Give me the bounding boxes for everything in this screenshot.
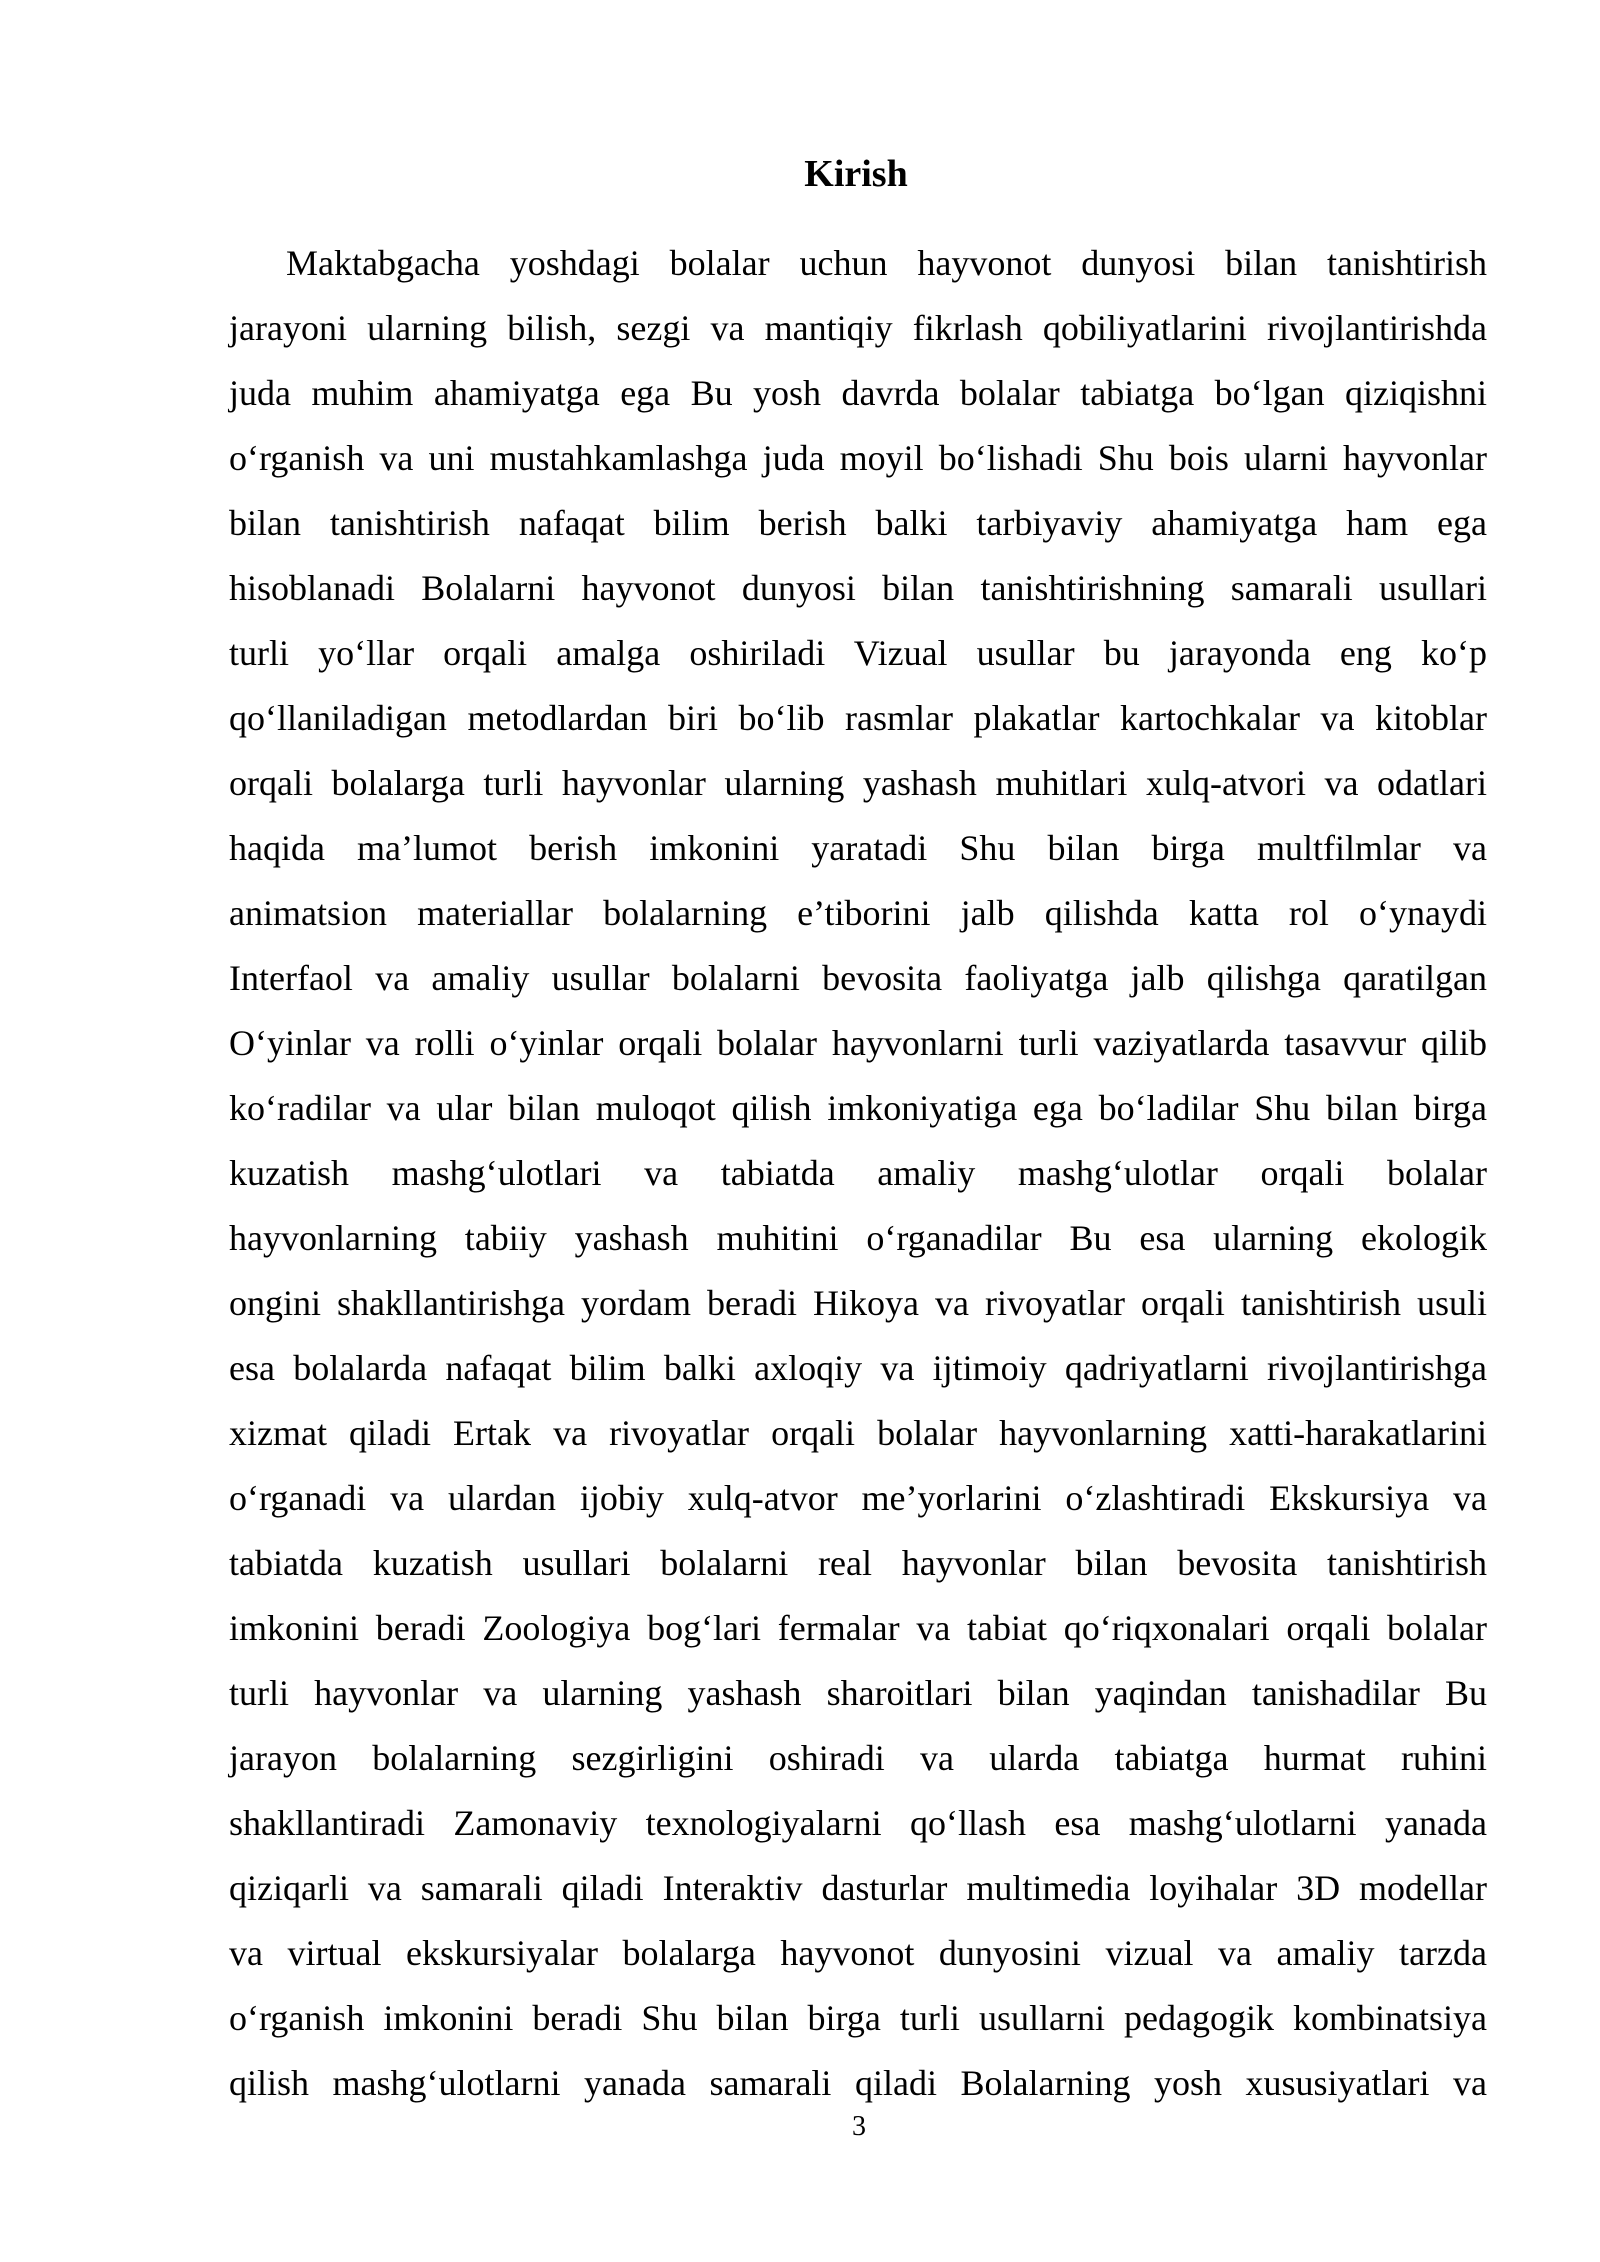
- text-line: bilan tanishtirish nafaqat bilim berish balki tarbiyaviy ahamiyatga ham ega: [229, 503, 1487, 543]
- text-line: esa bolalarda nafaqat bilim balki axloqiy va ijtimoiy qadriyatlarni rivojlantirishga: [229, 1348, 1487, 1388]
- text-line: Interfaol va amaliy usullar bolalarni bevosita faoliyatga jalb qilishga qaratilgan: [229, 958, 1487, 998]
- text-line: jarayon bolalarning sezgirligini oshiradi va ularda tabiatga hurmat ruhini: [229, 1738, 1487, 1778]
- text-line: o‘rganish va uni mustahkamlashga juda moyil bo‘lishadi Shu bois ularni hayvonlar: [229, 438, 1487, 478]
- text-line: ongini shakllantirishga yordam beradi Hikoya va rivoyatlar orqali tanishtirish usuli: [229, 1283, 1487, 1323]
- text-line: jarayoni ularning bilish, sezgi va mantiqiy fikrlash qobiliyatlarini rivojlantirishda: [229, 308, 1487, 348]
- text-line: ko‘radilar va ular bilan muloqot qilish imkoniyatiga ega bo‘ladilar Shu bilan birga: [229, 1088, 1487, 1128]
- body-paragraph: [229, 231, 1487, 2116]
- text-line: haqida ma’lumot berish imkonini yaratadi Shu bilan birga multfilmlar va: [229, 828, 1487, 868]
- text-line: hayvonlarning tabiiy yashash muhitini o‘rganadilar Bu esa ularning ekologik: [229, 1218, 1487, 1258]
- text-line: juda muhim ahamiyatga ega Bu yosh davrda bolalar tabiatga bo‘lgan qiziqishni: [229, 373, 1487, 413]
- text-line: va virtual ekskursiyalar bolalarga hayvonot dunyosini vizual va amaliy tarzda: [229, 1933, 1487, 1973]
- text-line: shakllantiradi Zamonaviy texnologiyalarni qo‘llash esa mashg‘ulotlarni yanada: [229, 1803, 1487, 1843]
- page-number: 3: [852, 2111, 866, 2142]
- text-line: turli yo‘llar orqali amalga oshiriladi Vizual usullar bu jarayonda eng ko‘p: [229, 633, 1487, 673]
- text-line: animatsion materiallar bolalarning e’tiborini jalb qilishda katta rol o‘ynaydi: [229, 893, 1487, 933]
- text-line: qiziqarli va samarali qiladi Interaktiv dasturlar multimedia loyihalar 3D modellar: [229, 1868, 1487, 1908]
- text-line: o‘rganish imkonini beradi Shu bilan birga turli usullarni pedagogik kombinatsiya: [229, 1998, 1487, 2038]
- page-title: Kirish: [804, 153, 908, 195]
- text-line: Maktabgacha yoshdagi bolalar uchun hayvonot dunyosi bilan tanishtirish: [286, 243, 1487, 283]
- text-line: tabiatda kuzatish usullari bolalarni real hayvonlar bilan bevosita tanishtirish: [229, 1543, 1487, 1583]
- text-line: qo‘llaniladigan metodlardan biri bo‘lib rasmlar plakatlar kartochkalar va kitoblar: [229, 698, 1487, 738]
- text-line: orqali bolalarga turli hayvonlar ularning yashash muhitlari xulq-atvori va odatlari: [229, 763, 1487, 803]
- text-line: kuzatish mashg‘ulotlari va tabiatda amaliy mashg‘ulotlar orqali bolalar: [229, 1153, 1487, 1193]
- text-line: o‘rganadi va ulardan ijobiy xulq-atvor me’yorlarini o‘zlashtiradi Ekskursiya va: [229, 1478, 1487, 1518]
- text-line: hisoblanadi Bolalarni hayvonot dunyosi bilan tanishtirishning samarali usullari: [229, 568, 1487, 608]
- text-line: O‘yinlar va rolli o‘yinlar orqali bolalar hayvonlarni turli vaziyatlarda tasavvur qilib: [229, 1023, 1487, 1063]
- text-line: qilish mashg‘ulotlarni yanada samarali qiladi Bolalarning yosh xususiyatlari va: [229, 2063, 1487, 2103]
- text-line: imkonini beradi Zoologiya bog‘lari fermalar va tabiat qo‘riqxonalari orqali bolalar: [229, 1608, 1487, 1648]
- text-line: turli hayvonlar va ularning yashash sharoitlari bilan yaqindan tanishadilar Bu: [229, 1673, 1487, 1713]
- text-line: xizmat qiladi Ertak va rivoyatlar orqali bolalar hayvonlarning xatti-harakatlarini: [229, 1413, 1487, 1453]
